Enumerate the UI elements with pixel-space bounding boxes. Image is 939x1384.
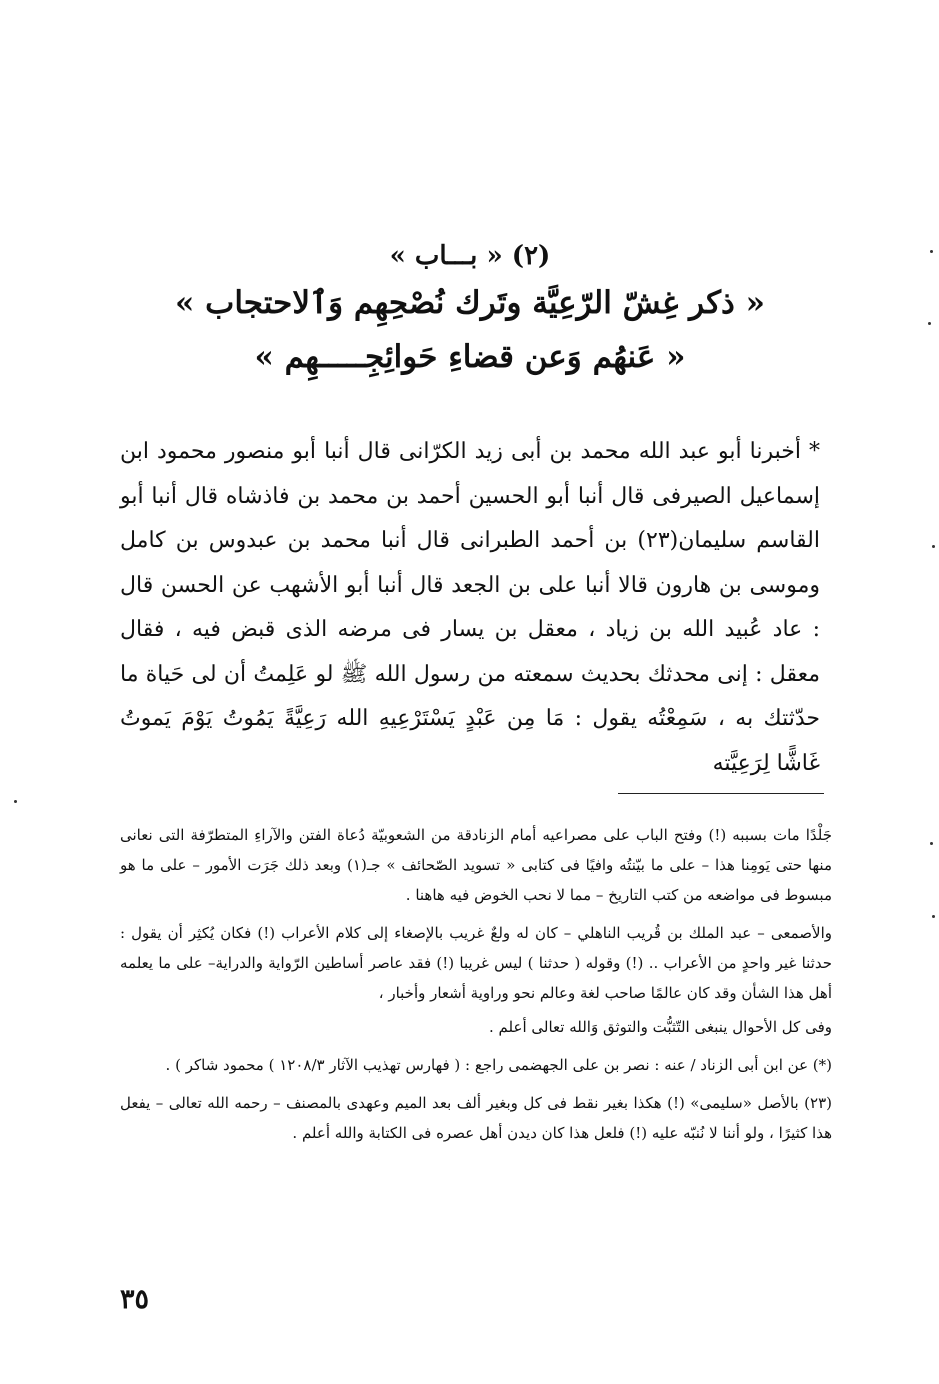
chapter-number: (٢) « بـــاب » bbox=[389, 241, 551, 271]
footnote-separator bbox=[618, 793, 824, 794]
margin-speck bbox=[930, 842, 933, 845]
chapter-heading bbox=[120, 236, 820, 384]
footnotes-section bbox=[120, 820, 832, 1156]
margin-speck bbox=[932, 915, 935, 918]
chapter-title-line-2: « عَنهُم وَعن قضاءِ حَوائِجِـــــهِم » bbox=[254, 339, 686, 375]
margin-speck bbox=[14, 800, 17, 803]
body-paragraph: * أخبرنا أبو عبد الله محمد بن أبى زيد الكرّانى قال أنبا أبو منصور محمود ابن إسماعيل الصيرفى قال أنبا أبو الحسين أحمد بن محمد بن فاذشاه قال أنبا أبو القاسم سليمان(٢٣) بن أحمد الطبرانى قال أنبا محمد بن عبدوس بن كامل وموسى بن هارون قالا أنبا على بن الجعد قال أنبا أبو الأشهب عن الحسن قال : عاد عُبيد الله بن زياد ، معقل بن يسار فى مرضه الذى قبض فيه ، فقال معقل : إنى محدثك بحديث سمعته من رسول الله ﷺ لو عَلِمتُ أن لى حَياة ما حدّثتك به ، سَمِعْتُه يقول : مَا مِن عَبْدٍ يَسْتَرْعِيهِ الله رَعِيَّةً يَمُوتُ يَوْمَ يَموتُ غَاشًّا لِرَعِيَّته bbox=[120, 439, 820, 776]
footnote-conclusion: وفى كل الأحوال ينبغى التّثبُّت والتوثق وَالله تعالى أعلم . bbox=[489, 1018, 832, 1036]
footnote-asmai: والأصمعى – عبد الملك بن قُريب الناهلي – كان له ولعٌ غريب بالإصغاء إلى كلام الأعراب (!) فكان يُكثِر أن يقول : حدثنا غير واحدٍ من الأعراب .. (!) وقوله ( حدثنا ) ليس غريبا (!) فقد عاصر أساطين الرّواية والدراية– على ما يعلمه أهل هذا الشأن وقد كان عالمًا صاحب لغة وعالم نحو وراوية أشعار وأخبار ، bbox=[120, 924, 832, 1002]
margin-speck bbox=[932, 545, 935, 548]
page-number: ٣٥ bbox=[120, 1284, 150, 1315]
footnote-23: (٢٣) بالأصل «سليمى» (!) هكذا بغير نقط فى كل وبغير ألف بعد الميم وعهدى بالمصنف – رحمه الله تعالى – يفعل هذا كثيرًا ، ولو أننا لا نُنبّه عليه (!) فلعل هذا كان ديدن أهل عصره فى الكتابة والله أعلم . bbox=[120, 1094, 833, 1142]
margin-speck bbox=[930, 250, 933, 253]
margin-speck bbox=[928, 322, 931, 325]
footnote-star: (*) عن ابن أبى الزناد / عنه : نصر بن على الجهضمى راجع : ( فهارس تهذيب الآثار ١٢٠٨/٣ ) محمود شاكر ) . bbox=[165, 1056, 832, 1074]
chapter-title-line-1: « ذكر غِشّ الرّعِيَّة وتَرك نُصْحِهِم وَٱلاحتجاب » bbox=[175, 285, 765, 321]
footnote-continuation: جَلْدًا مات بسببه (!) وفتح الباب على مصراعيه أمام الزنادقة من الشعوبيّة دُعاة الفتن والآراءِ المتطرّفة التى نعانى منها حتى يَومِنا هذا – على ما بيّنتُه وافيًا فى كتابى « تسويد الصّحائف » جـ(١) وبعد ذلك جَرَت الأمور – على ما هو مبسوط فى مواضعه من كتب التاريخ – مما لا نحب الخوض فيه هاهنا . bbox=[120, 826, 832, 904]
hadith-body bbox=[120, 430, 820, 786]
